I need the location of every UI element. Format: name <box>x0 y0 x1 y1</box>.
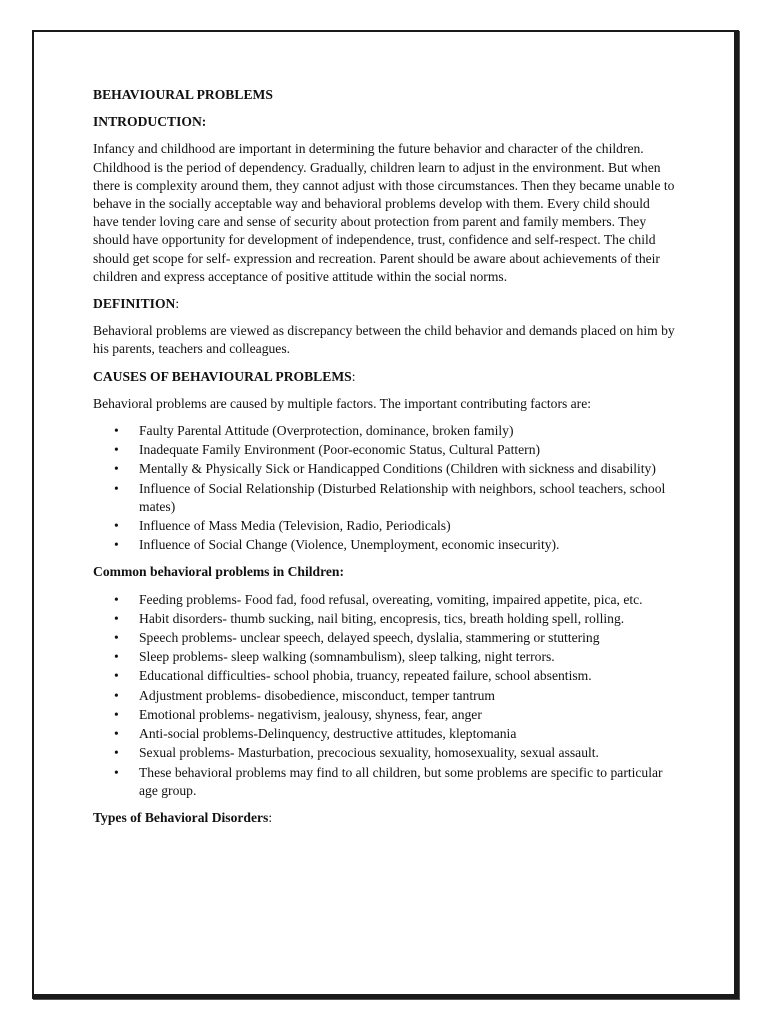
causes-heading <box>93 368 678 386</box>
list-item: • Emotional problems- negativism, jealousy, shyness, fear, anger <box>93 706 678 724</box>
types-heading <box>93 809 678 827</box>
list-item: • Mentally & Physically Sick or Handicapped Conditions (Children with sickness and disability) <box>93 460 678 478</box>
definition-heading <box>93 295 678 313</box>
list-item: • Adjustment problems- disobedience, misconduct, temper tantrum <box>93 687 678 705</box>
list-item: • These behavioral problems may find to all children, but some problems are specific to particular age group. <box>93 764 678 800</box>
document-title: BEHAVIOURAL PROBLEMS <box>93 87 273 102</box>
causes-heading-colon: : <box>351 368 356 384</box>
list-item: • Anti-social problems-Delinquency, destructive attitudes, kleptomania <box>93 725 678 743</box>
introduction-heading: INTRODUCTION: <box>93 114 207 130</box>
document-content <box>93 86 678 836</box>
list-item: • Habit disorders- thumb sucking, nail biting, encopresis, tics, breath holding spell, rolling. <box>93 610 678 628</box>
definition-heading-colon: : <box>175 296 180 312</box>
list-item: • Faulty Parental Attitude (Overprotection, dominance, broken family) <box>93 422 678 440</box>
list-item: • Sleep problems- sleep walking (somnambulism), sleep talking, night terrors. <box>93 648 678 666</box>
list-item: • Influence of Social Relationship (Disturbed Relationship with neighbors, school teachers, school mates) <box>93 480 678 516</box>
list-item: • Sexual problems- Masturbation, precocious sexuality, homosexuality, sexual assault. <box>93 744 678 762</box>
list-item: • Feeding problems- Food fad, food refusal, overeating, vomiting, impaired appetite, pica, etc. <box>93 591 678 609</box>
types-heading-text: Types of Behavioral Disorders <box>93 809 269 825</box>
introduction-paragraph: Infancy and childhood are important in determining the future behavior and character of the children. Childhood is the period of dependency. Gradually, children learn to adjust in the environment. But when there is complexity around them, they cannot adjust with those circumstances. Then they became unable to behave in the socially acceptable way and behavioral problems develop with them. Every child should have tender loving care and sense of security about protection from parent and family members. They should have opportunity for development of independence, trust, confidence and self-respect. The child should get scope for self- expression and recreation. Parent should be aware about achievements of their children and express acceptance of positive attitude within the social norms. <box>93 141 675 284</box>
definition-paragraph: Behavioral problems are viewed as discrepancy between the child behavior and demands placed on him by his parents, teachers and colleagues. <box>93 323 675 357</box>
list-item: • Speech problems- unclear speech, delayed speech, dyslalia, stammering or stuttering <box>93 629 678 647</box>
common-problems-list <box>93 591 678 800</box>
list-item: • Influence of Mass Media (Television, Radio, Periodicals) <box>93 517 678 535</box>
causes-heading-text: CAUSES OF BEHAVIOURAL PROBLEMS <box>93 368 352 384</box>
common-problems-heading: Common behavioral problems in Children: <box>93 564 345 580</box>
causes-intro: Behavioral problems are caused by multiple factors. The important contributing factors are: <box>93 395 592 411</box>
causes-list <box>93 422 678 554</box>
types-heading-colon: : <box>268 809 273 825</box>
list-item: • Influence of Social Change (Violence, Unemployment, economic insecurity). <box>93 536 678 554</box>
list-item: • Educational difficulties- school phobia, truancy, repeated failure, school absentism. <box>93 667 678 685</box>
list-item: • Inadequate Family Environment (Poor-economic Status, Cultural Pattern) <box>93 441 678 459</box>
definition-heading-text: DEFINITION <box>93 296 176 312</box>
